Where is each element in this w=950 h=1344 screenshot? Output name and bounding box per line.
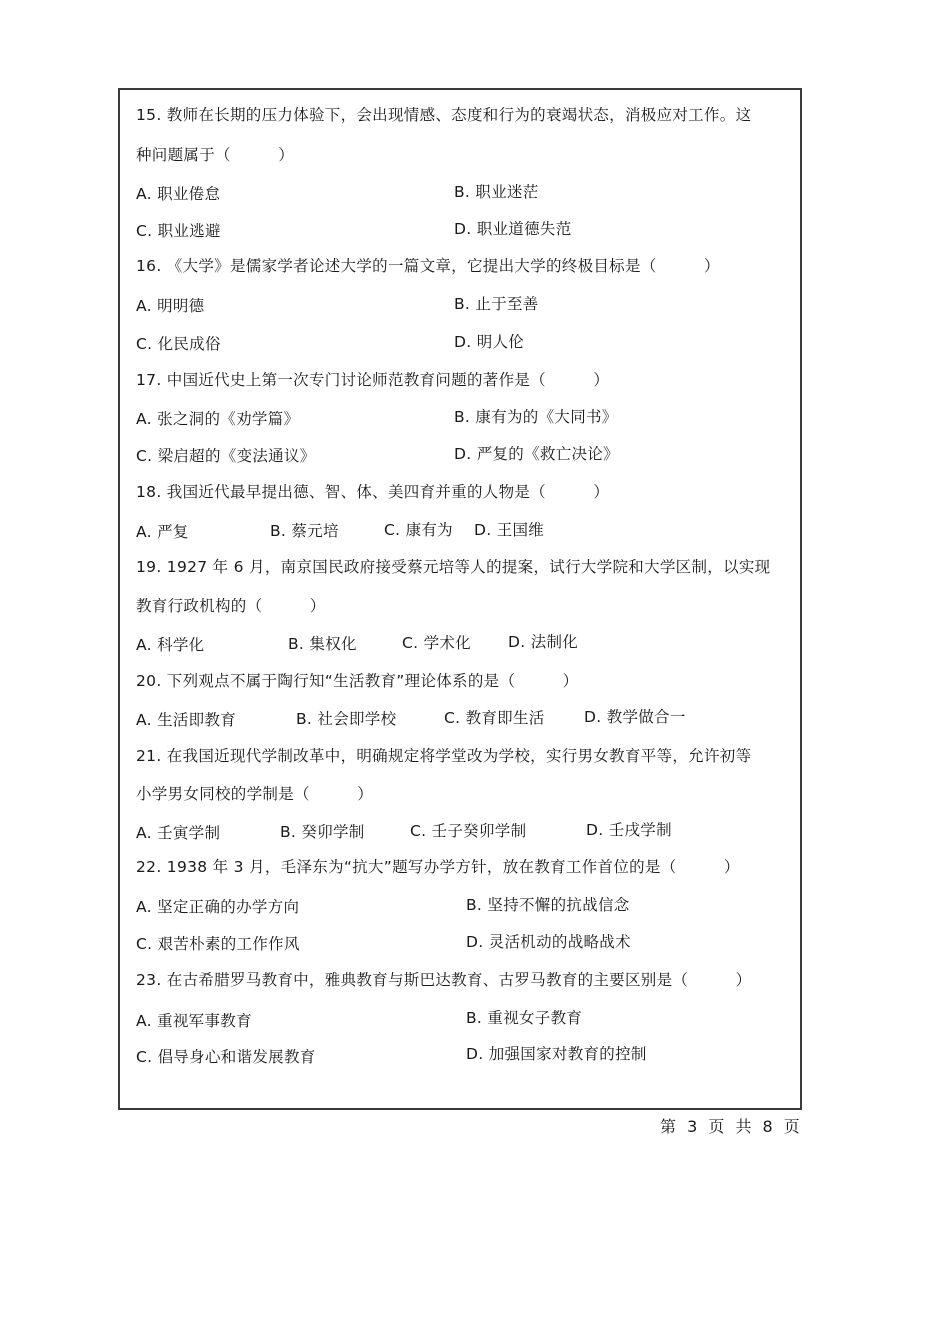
q21-option-c: C. 壬子癸卯学制 <box>410 822 527 840</box>
q15-option-d: D. 职业道德失范 <box>454 220 572 238</box>
q18-stem: 18. 我国近代最早提出德、智、体、美四育并重的人物是（ ） <box>136 483 610 501</box>
q16-option-a: A. 明明德 <box>136 297 205 315</box>
q22-option-b: B. 坚持不懈的抗战信念 <box>466 896 630 914</box>
page-number: 第 3 页 共 8 页 <box>660 1117 803 1136</box>
q22-option-a: A. 坚定正确的办学方向 <box>136 898 300 916</box>
q23-option-c: C. 倡导身心和谐发展教育 <box>136 1048 316 1066</box>
q18-option-c: C. 康有为 <box>384 521 453 539</box>
q15-option-a: A. 职业倦怠 <box>136 185 221 203</box>
q18-option-b: B. 蔡元培 <box>270 522 339 540</box>
q17-option-c: C. 梁启超的《变法通议》 <box>136 447 316 465</box>
q23-stem: 23. 在古希腊罗马教育中，雅典教育与斯巴达教育、古罗马教育的主要区别是（ ） <box>136 971 752 989</box>
q20-option-a: A. 生活即教育 <box>136 711 237 729</box>
q22-stem: 22. 1938 年 3 月，毛泽东为“抗大”题写办学方针，放在教育工作首位的是（ ） <box>136 858 740 876</box>
q21-stem-line-1: 21. 在我国近现代学制改革中，明确规定将学堂改为学校，实行男女教育平等，允许初等 <box>136 747 752 765</box>
q18-option-a: A. 严复 <box>136 523 189 541</box>
q21-stem-line-2: 小学男女同校的学制是（ ） <box>136 785 374 803</box>
q22-option-c: C. 艰苦朴素的工作作风 <box>136 935 300 953</box>
q20-option-c: C. 教育即生活 <box>444 709 545 727</box>
q16-option-b: B. 止于至善 <box>454 295 539 313</box>
q16-option-d: D. 明人伦 <box>454 333 525 351</box>
q15-stem-line-2: 种问题属于（ ） <box>136 146 295 164</box>
q15-stem-line-1: 15. 教师在长期的压力体验下，会出现情感、态度和行为的衰竭状态，消极应对工作。这 <box>136 106 752 124</box>
q18-option-d: D. 王国维 <box>474 521 545 539</box>
q23-option-d: D. 加强国家对教育的控制 <box>466 1045 647 1063</box>
q17-stem: 17. 中国近代史上第一次专门讨论师范教育问题的著作是（ ） <box>136 371 610 389</box>
q21-option-d: D. 壬戌学制 <box>586 821 672 839</box>
q22-option-d: D. 灵活机动的战略战术 <box>466 933 631 951</box>
q19-stem-line-2: 教育行政机构的（ ） <box>136 597 326 615</box>
q21-option-b: B. 癸卯学制 <box>280 823 365 841</box>
q17-option-b: B. 康有为的《大同书》 <box>454 408 618 426</box>
q15-option-b: B. 职业迷茫 <box>454 183 539 201</box>
q17-option-d: D. 严复的《救亡决论》 <box>454 445 619 463</box>
q20-option-b: B. 社会即学校 <box>296 710 397 728</box>
q19-option-a: A. 科学化 <box>136 636 205 654</box>
q23-option-b: B. 重视女子教育 <box>466 1009 583 1027</box>
q23-option-a: A. 重视军事教育 <box>136 1012 252 1030</box>
q19-stem-line-1: 19. 1927 年 6 月，南京国民政府接受蔡元培等人的提案，试行大学院和大学区制，以实现 <box>136 558 771 576</box>
q16-stem: 16. 《大学》是儒家学者论述大学的一篇文章，它提出大学的终极目标是（ ） <box>136 257 720 275</box>
q20-stem: 20. 下列观点不属于陶行知“生活教育”理论体系的是（ ） <box>136 672 579 690</box>
q17-option-a: A. 张之洞的《劝学篇》 <box>136 410 300 428</box>
q21-option-a: A. 壬寅学制 <box>136 824 221 842</box>
q20-option-d: D. 教学做合一 <box>584 708 686 726</box>
q19-option-c: C. 学术化 <box>402 634 471 652</box>
q16-option-c: C. 化民成俗 <box>136 335 221 353</box>
q19-option-b: B. 集权化 <box>288 635 357 653</box>
q19-option-d: D. 法制化 <box>508 633 579 651</box>
q15-option-c: C. 职业逃避 <box>136 222 221 240</box>
